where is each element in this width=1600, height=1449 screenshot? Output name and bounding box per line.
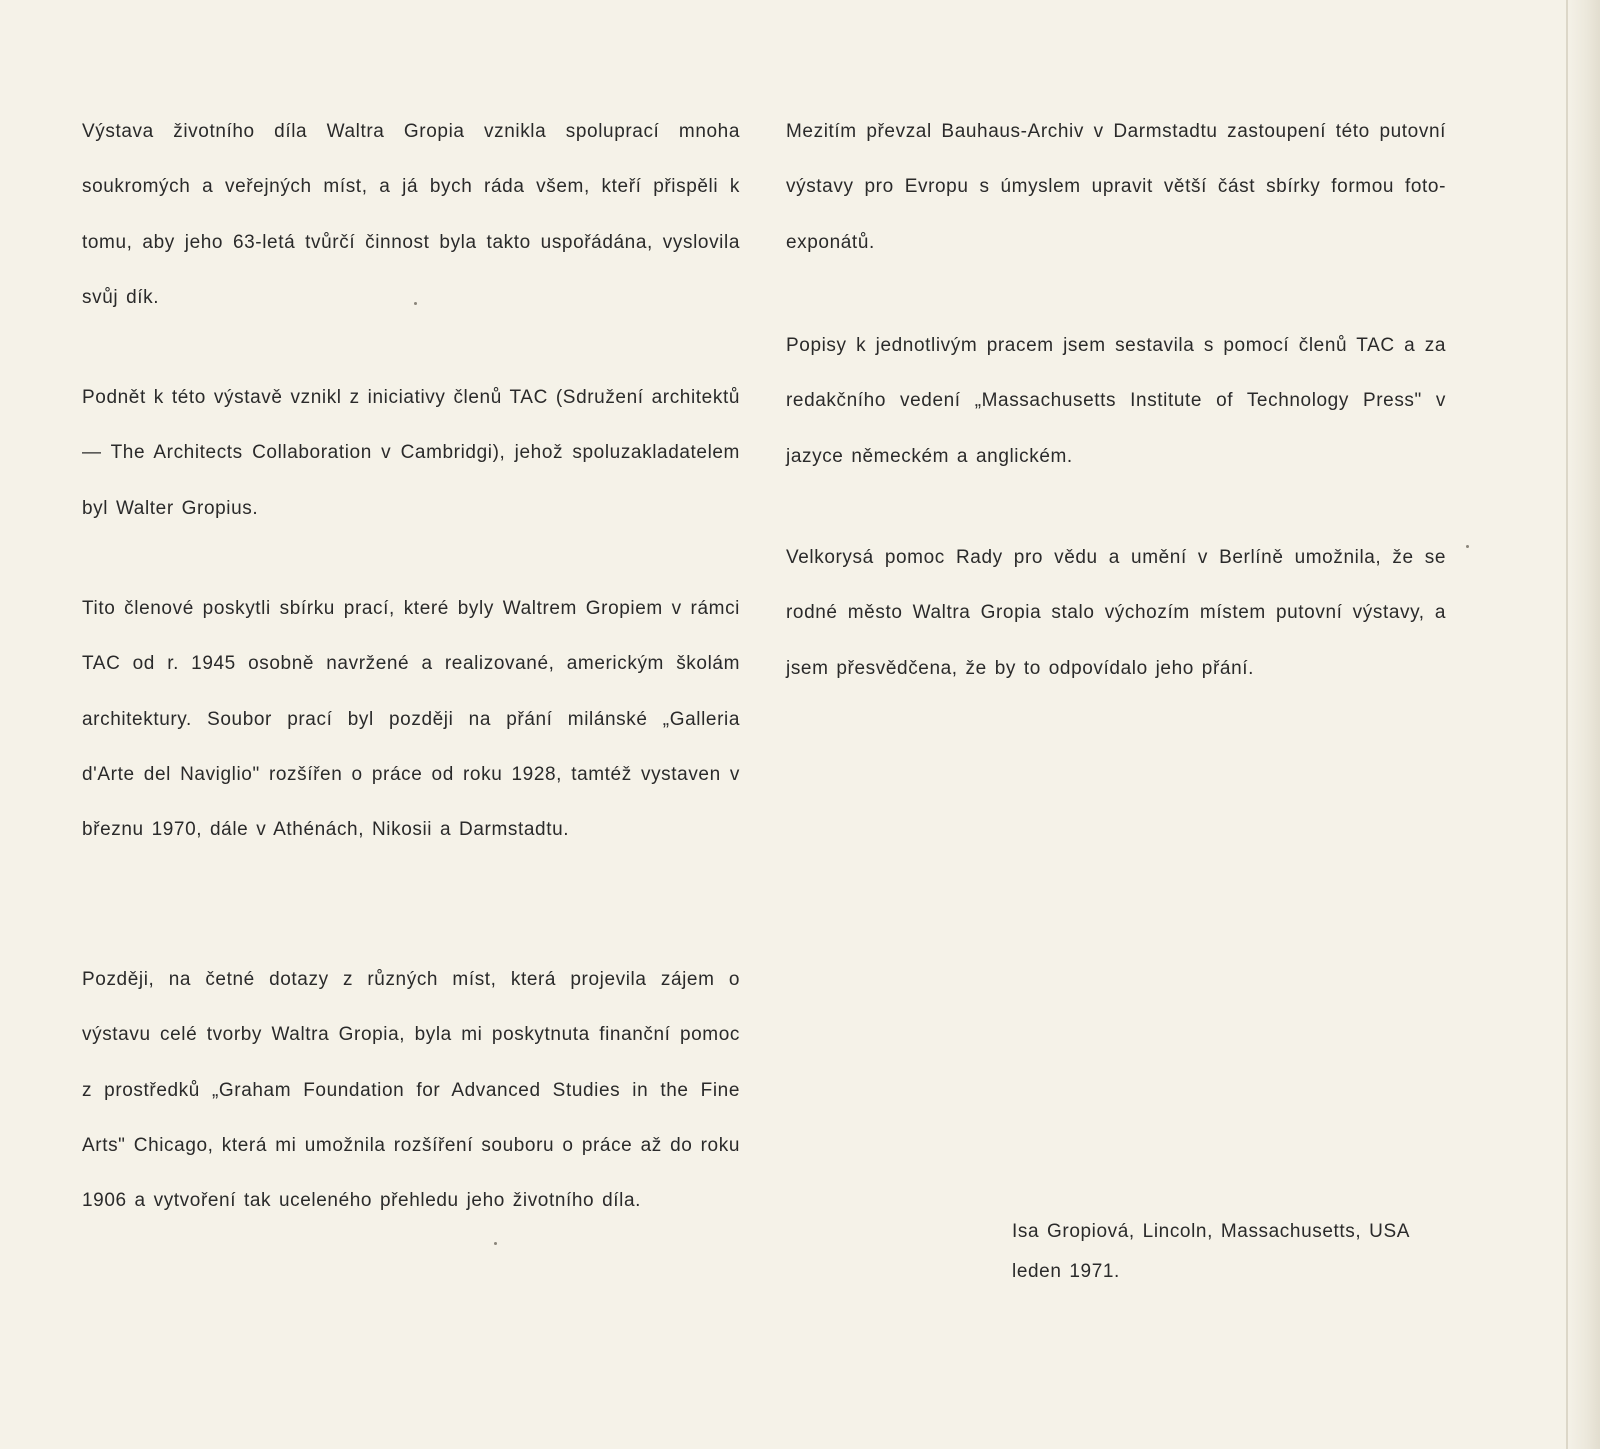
paragraph-descriptions: Popisy k jednotlivým pracem jsem sestavila s pomocí členů TAC a za redakčního vedení „Massachusetts Institute of Technology Press" v jazyce německém a anglickém. — [786, 335, 1446, 467]
paragraph-collection: Tito členové poskytli sbírku prací, které byly Waltrem Gropiem v rámci TAC od r. 1945 osobně navržené a realizované, americkým školám architektury. Soubor prací byl později na přání milánské „Galleria d'Arte del Naviglio" rozšířen o práce od roku 1928, tamtéž vystaven v březnu 1970, dále v Athénách, Nikosii a Darmstadtu. — [82, 598, 740, 841]
paper-speck — [494, 1242, 497, 1245]
signature-block — [1012, 1212, 1472, 1292]
paragraph-graham-foundation: Později, na četné dotazy z různých míst, která projevila zájem o výstavu celé tvorby Waltra Gropia, byla mi poskytnuta finanční pomoc z prostředků „Graham Foundation for Advanced Studies in the Fine Arts" Chicago, která mi umožnila rozšíření souboru o práce až do roku 1906 a vytvoření tak uceleného přehledu jeho životního díla. — [82, 969, 740, 1212]
paper-speck — [1466, 545, 1469, 548]
paragraph-tac-initiative: Podnět k této výstavě vznikl z iniciativy členů TAC (Sdružení architektů — The Architects Collaboration v Cambridgi), jehož spoluzakladatelem byl Walter Gropius. — [82, 387, 740, 519]
paper-speck — [414, 302, 417, 305]
signature-name: Isa Gropiová, Lincoln, Massachusetts, USA — [1012, 1221, 1410, 1242]
paragraph-bauhaus-archiv: Mezitím převzal Bauhaus-Archiv v Darmstadtu zastoupení této putovní výstavy pro Evropu s úmyslem upravit větší část sbírky formou foto-exponátů. — [786, 121, 1446, 253]
page-edge — [1566, 0, 1600, 1449]
paragraph-berlin-support: Velkorysá pomoc Rady pro vědu a umění v Berlíně umožnila, že se rodné město Waltra Gropia stalo výchozím místem putovní výstavy, a jsem přesvědčena, že by to odpovídalo jeho přání. — [786, 547, 1446, 679]
page-fold — [1566, 0, 1568, 1449]
signature-date: leden 1971. — [1012, 1261, 1120, 1282]
paragraph-acknowledgement: Výstava životního díla Waltra Gropia vznikla spoluprací mnoha soukromých a veřejných míst, a já bych ráda všem, kteří přispěli k tomu, aby jeho 63-letá tvůrčí činnost byla takto uspořádána, vyslovila svůj dík. — [82, 121, 740, 308]
